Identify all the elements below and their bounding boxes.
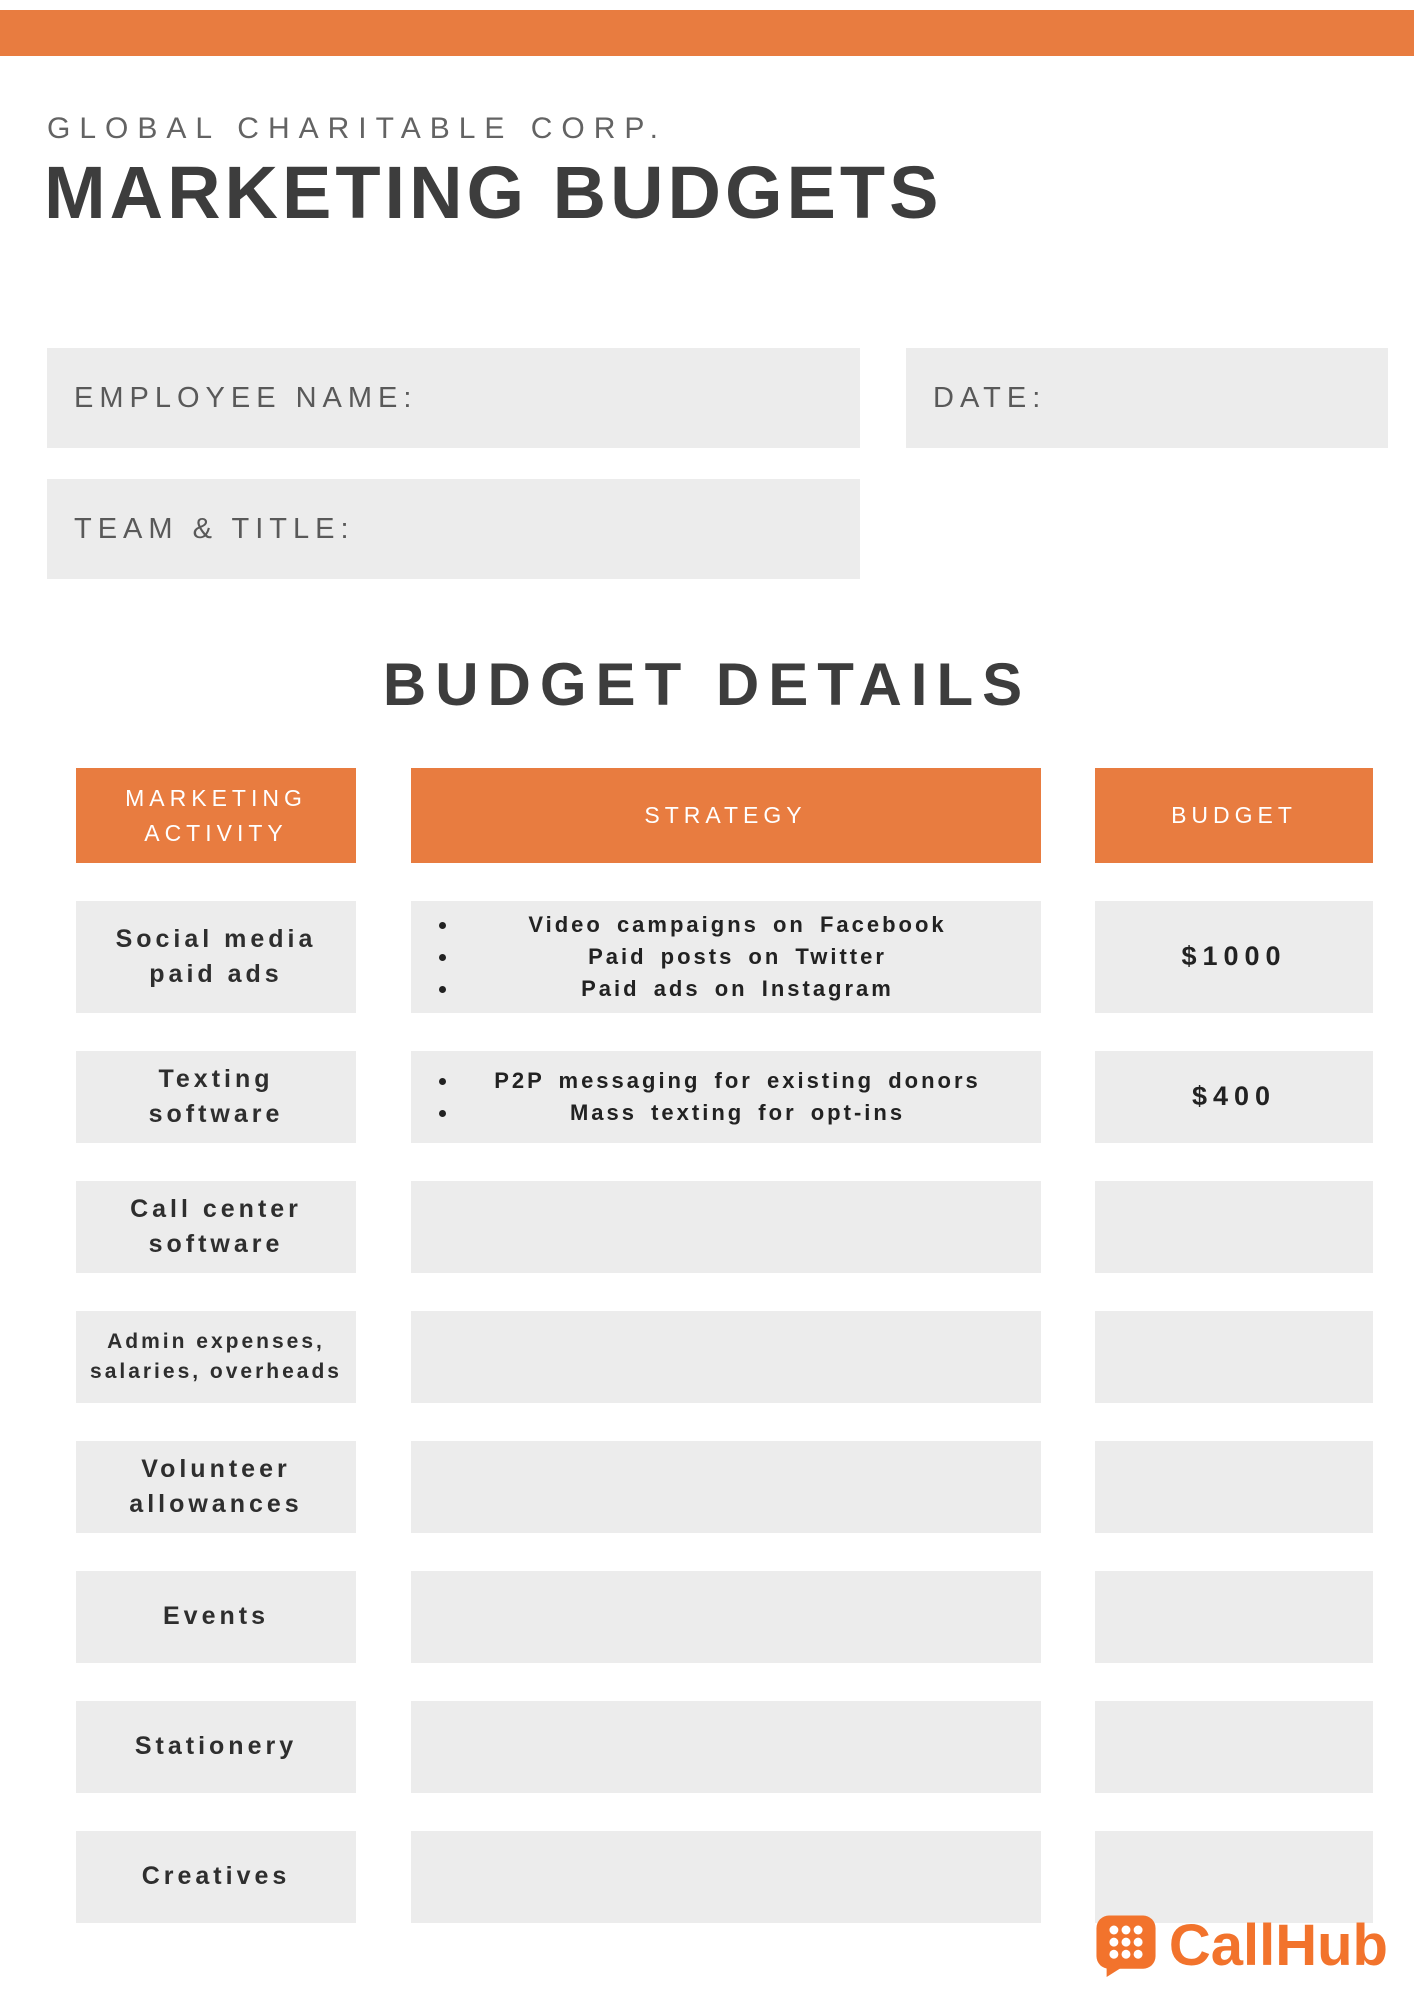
activity-label: Volunteer allowances xyxy=(129,1454,303,1518)
table-row xyxy=(76,1311,1373,1403)
activity-cell xyxy=(76,1051,356,1143)
budget-cell xyxy=(1095,1311,1373,1403)
activity-cell xyxy=(76,1571,356,1663)
strategy-cell xyxy=(411,1441,1041,1533)
activity-label: Creatives xyxy=(141,1862,291,1891)
callhub-logo xyxy=(1095,1912,1388,1979)
budget-cell xyxy=(1095,1051,1373,1143)
activity-label: Admin expenses, salaries, overheads xyxy=(90,1330,342,1383)
strategy-cell xyxy=(411,1571,1041,1663)
employee-name-label: EMPLOYEE NAME: xyxy=(74,381,418,414)
team-title-label: TEAM & TITLE: xyxy=(74,512,355,545)
budget-value: $400 xyxy=(1191,1081,1277,1112)
strategy-cell xyxy=(411,1701,1041,1793)
activity-label: Call center software xyxy=(130,1194,302,1258)
strategy-item: • Mass texting for opt-ins xyxy=(459,1097,1017,1129)
top-accent-bar xyxy=(0,10,1414,56)
activity-cell xyxy=(76,901,356,1013)
activity-label: Social media paid ads xyxy=(115,924,317,988)
table-row xyxy=(76,1051,1373,1143)
callhub-logo-text: CallHub xyxy=(1168,1913,1388,1978)
table-row xyxy=(76,1701,1373,1793)
activity-cell xyxy=(76,1311,356,1403)
strategy-cell xyxy=(411,1831,1041,1923)
employee-name-field[interactable] xyxy=(47,348,860,448)
activity-cell xyxy=(76,1441,356,1533)
table-row xyxy=(76,901,1373,1013)
budget-table xyxy=(76,768,1373,1923)
table-row xyxy=(76,1181,1373,1273)
budget-cell xyxy=(1095,1701,1373,1793)
header-marketing-activity: MARKETING ACTIVITY xyxy=(76,768,356,863)
activity-label: Events xyxy=(163,1602,269,1631)
budget-cell xyxy=(1095,1441,1373,1533)
activity-cell xyxy=(76,1831,356,1923)
header-budget: BUDGET xyxy=(1095,768,1373,863)
header-strategy: STRATEGY xyxy=(411,768,1041,863)
activity-cell xyxy=(76,1701,356,1793)
strategy-cell xyxy=(411,901,1041,1013)
table-row xyxy=(76,1441,1373,1533)
activity-label: Stationery xyxy=(134,1732,298,1761)
strategy-item: • P2P messaging for existing donors xyxy=(459,1065,1017,1097)
activity-label: Texting software xyxy=(148,1064,284,1128)
strategy-item: • Paid posts on Twitter xyxy=(459,941,1017,973)
strategy-item: • Video campaigns on Facebook xyxy=(459,909,1017,941)
strategy-cell xyxy=(411,1311,1041,1403)
strategy-cell xyxy=(411,1181,1041,1273)
table-row xyxy=(76,1571,1373,1663)
table-row xyxy=(76,1831,1373,1923)
company-name: GLOBAL CHARITABLE CORP. xyxy=(47,112,667,145)
budget-cell xyxy=(1095,1571,1373,1663)
strategy-list xyxy=(411,901,1041,1013)
budget-cell xyxy=(1095,1181,1373,1273)
activity-cell xyxy=(76,1181,356,1273)
budget-value: $1000 xyxy=(1181,941,1287,972)
budget-cell xyxy=(1095,901,1373,1013)
section-title: BUDGET DETAILS xyxy=(382,651,1032,718)
strategy-item: • Paid ads on Instagram xyxy=(459,973,1017,1005)
date-field[interactable] xyxy=(906,348,1388,448)
date-label: DATE: xyxy=(933,381,1047,414)
strategy-cell xyxy=(411,1051,1041,1143)
table-header-row xyxy=(76,768,1373,863)
page-title: MARKETING BUDGETS xyxy=(44,151,943,234)
budget-cell xyxy=(1095,1831,1373,1923)
chat-bubble-dots-icon xyxy=(1095,1914,1157,1978)
team-title-field[interactable] xyxy=(47,479,860,579)
strategy-list xyxy=(411,1057,1041,1137)
